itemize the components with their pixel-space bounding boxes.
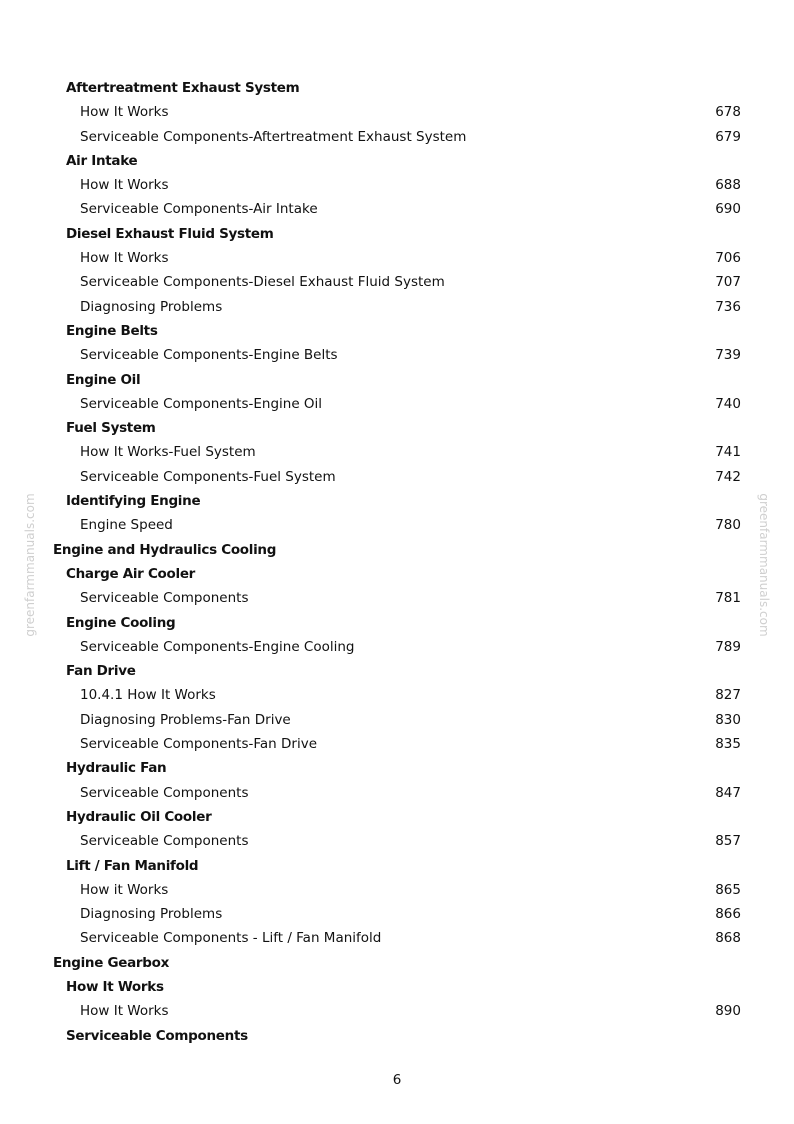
toc-entry-page-number: 780 [715, 517, 741, 534]
toc-section-heading [0, 149, 794, 173]
toc-entry-title: Serviceable Components [80, 784, 249, 801]
toc-entry-title: Charge Air Cooler [66, 565, 196, 582]
toc-entry-title: How It Works [80, 104, 169, 121]
toc-entry[interactable] [0, 100, 794, 124]
toc-entry[interactable] [0, 781, 794, 805]
toc-entry[interactable] [0, 732, 794, 756]
toc-entry[interactable] [0, 125, 794, 149]
toc-entry-title: Air Intake [66, 152, 138, 169]
toc-entry-title: Serviceable Components [66, 1027, 248, 1044]
toc-entry[interactable] [0, 246, 794, 270]
toc-section-heading [0, 805, 794, 829]
watermark-right-text: greenfarmmanuals.com [757, 493, 771, 637]
toc-entry-page-number: 890 [715, 1003, 741, 1020]
toc-entry-page-number: 742 [715, 468, 741, 485]
toc-entry[interactable] [0, 295, 794, 319]
toc-entry-page-number: 707 [715, 274, 741, 291]
toc-entry-title: Hydraulic Fan [66, 760, 167, 777]
toc-entry-page-number: 827 [715, 687, 741, 704]
toc-entry-page-number: 781 [715, 590, 741, 607]
toc-entry[interactable] [0, 635, 794, 659]
toc-entry[interactable] [0, 197, 794, 221]
toc-entry-title: How It Works-Fuel System [80, 444, 256, 461]
toc-entry-title: Engine Gearbox [53, 954, 170, 971]
toc-entry[interactable] [0, 513, 794, 537]
toc-entry-page-number: 679 [715, 128, 741, 145]
toc-entry-title: Hydraulic Oil Cooler [66, 808, 212, 825]
toc-entry-page-number: 865 [715, 881, 741, 898]
toc-section-heading [0, 756, 794, 780]
toc-entry-title: 10.4.1 How It Works [80, 687, 216, 704]
toc-entry-title: How It Works [80, 250, 169, 267]
toc-entry[interactable] [0, 586, 794, 610]
toc-entry[interactable] [0, 902, 794, 926]
toc-entry-title: Fan Drive [66, 663, 136, 680]
toc-entry-page-number: 739 [715, 347, 741, 364]
toc-entry-title: Serviceable Components-Aftertreatment Exhaust System [80, 128, 467, 145]
toc-section-heading [0, 975, 794, 999]
toc-entry-title: Engine Belts [66, 322, 158, 339]
toc-entry[interactable] [0, 270, 794, 294]
toc-section-heading [0, 368, 794, 392]
page-number: 6 [392, 1072, 402, 1088]
toc-entry-page-number: 835 [715, 736, 741, 753]
toc-entry-page-number: 866 [715, 906, 741, 923]
toc-entry-title: How It Works [80, 1003, 169, 1020]
toc-entry-page-number: 706 [715, 250, 741, 267]
toc-entry-title: Diesel Exhaust Fluid System [66, 225, 274, 242]
toc-entry-page-number: 830 [715, 711, 741, 728]
toc-entry-title: Serviceable Components - Lift / Fan Manifold [80, 930, 382, 947]
toc-entry[interactable] [0, 878, 794, 902]
toc-entry-page-number: 741 [715, 444, 741, 461]
toc-section-heading [0, 854, 794, 878]
toc-section-heading [0, 76, 794, 100]
toc-entry-title: How it Works [80, 881, 169, 898]
toc-entry-page-number: 789 [715, 638, 741, 655]
toc-section-heading [0, 222, 794, 246]
toc-section-heading [0, 611, 794, 635]
toc-entry[interactable] [0, 465, 794, 489]
toc-section-heading [0, 951, 794, 975]
toc-entry-page-number: 690 [715, 201, 741, 218]
toc-entry-page-number: 678 [715, 104, 741, 121]
toc-entry-title: Identifying Engine [66, 493, 201, 510]
toc-entry-title: Serviceable Components [80, 590, 249, 607]
toc-section-heading [0, 319, 794, 343]
toc-entry[interactable] [0, 683, 794, 707]
toc-entry-title: How It Works [80, 177, 169, 194]
toc-entry-page-number: 868 [715, 930, 741, 947]
toc-section-heading [0, 562, 794, 586]
toc-section-heading [0, 659, 794, 683]
toc-entry-title: Diagnosing Problems [80, 906, 223, 923]
toc-entry[interactable] [0, 392, 794, 416]
toc-section-heading [0, 1024, 794, 1048]
toc-entry-title: Engine Oil [66, 371, 141, 388]
toc-entry-title: Diagnosing Problems [80, 298, 223, 315]
toc-entry-page-number: 740 [715, 395, 741, 412]
toc-entry-title: How It Works [66, 978, 164, 995]
toc-entry[interactable] [0, 343, 794, 367]
toc-entry-title: Serviceable Components-Engine Cooling [80, 638, 355, 655]
toc-entry-title: Diagnosing Problems-Fan Drive [80, 711, 291, 728]
toc-entry-page-number: 688 [715, 177, 741, 194]
toc-entry-title: Serviceable Components-Engine Belts [80, 347, 338, 364]
toc-entry-title: Fuel System [66, 420, 156, 437]
toc-entry-page-number: 847 [715, 784, 741, 801]
toc-entry[interactable] [0, 708, 794, 732]
toc-entry-title: Aftertreatment Exhaust System [66, 80, 300, 96]
toc-entry-title: Serviceable Components-Fuel System [80, 468, 336, 485]
toc-entry-title: Serviceable Components [80, 833, 249, 850]
toc-entry[interactable] [0, 440, 794, 464]
table-of-contents [0, 76, 794, 1048]
toc-entry-title: Engine and Hydraulics Cooling [53, 541, 277, 558]
toc-entry-title: Serviceable Components-Diesel Exhaust Fluid System [80, 274, 445, 291]
toc-entry-title: Serviceable Components-Air Intake [80, 201, 318, 218]
toc-entry-title: Engine Cooling [66, 614, 176, 631]
toc-entry-title: Lift / Fan Manifold [66, 857, 199, 874]
toc-entry-page-number: 857 [715, 833, 741, 850]
toc-section-heading [0, 538, 794, 562]
toc-entry-title: Engine Speed [80, 517, 173, 534]
toc-entry-page-number: 736 [715, 298, 741, 315]
toc-entry[interactable] [0, 829, 794, 853]
toc-entry[interactable] [0, 999, 794, 1023]
watermark-left-text: greenfarmmanuals.com [23, 493, 37, 637]
toc-section-heading [0, 416, 794, 440]
toc-section-heading [0, 489, 794, 513]
toc-entry-title: Serviceable Components-Engine Oil [80, 395, 323, 412]
toc-entry[interactable] [0, 926, 794, 950]
toc-entry[interactable] [0, 173, 794, 197]
toc-entry-title: Serviceable Components-Fan Drive [80, 736, 318, 753]
